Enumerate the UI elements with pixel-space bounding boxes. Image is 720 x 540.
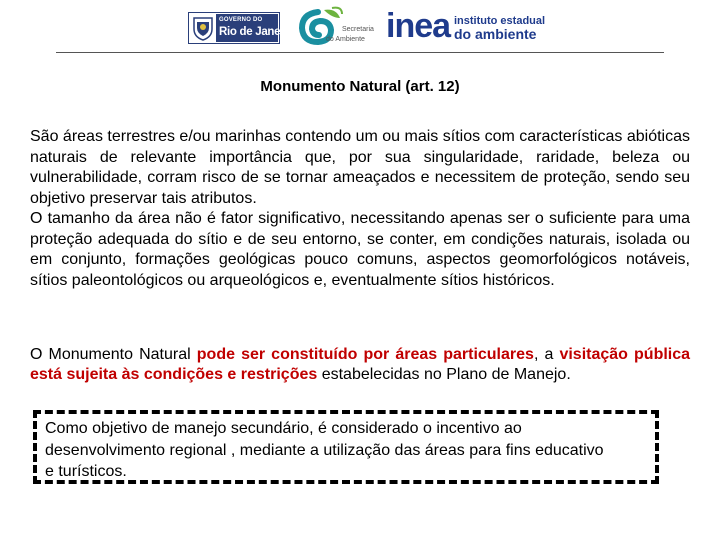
inea-logo-line1: instituto estadual — [454, 15, 546, 27]
header-logos — [0, 0, 720, 50]
secretaria-do-ambiente-logo — [298, 6, 374, 46]
definition-paragraph — [30, 127, 690, 291]
ownership-text-1: O Monumento Natural — [30, 346, 197, 363]
rj-logo-line2: Rio de Janeiro — [219, 26, 295, 38]
inea-logo-word: inea — [386, 7, 451, 45]
secondary-objective-text: Como objetivo de manejo secundário, é considerado o incentivo ao desenvolvimento regional , mediante a utilização das áreas para fins educativo e turísticos. — [45, 420, 604, 480]
definition-text-1: São áreas terrestres e/ou marinhas contendo um ou mais sítios com características abióticas naturais de relevante importância que, por sua singularidade, raridade, beleza ou vulnerabilidade, corram risco de se tornar ameaçados e necessitem de proteção, sendo seu objetivo preservar tais atributos. — [30, 128, 690, 207]
ownership-paragraph — [30, 345, 690, 385]
inea-logo — [386, 7, 546, 46]
highlight-private-areas: pode ser constituído por áreas particulares — [196, 346, 534, 363]
sea-logo-line2: do Ambiente — [326, 36, 365, 43]
secondary-objective-box — [33, 410, 659, 484]
definition-text-2: O tamanho da área não é fator significativo, necessitando apenas ser o suficiente para uma proteção adequada do sítio e de seu entorno, se conter, em condições naturais, isolada ou em conjunto, formações geológicas pouco comuns, aspectos geomorfológicos notáveis, sítios paleontológicos ou arqueológicos e, eventualmente sítios históricos. — [30, 210, 690, 289]
highlight-public-visitation: visitação pública está sujeita às condições e restrições — [30, 346, 691, 383]
inea-logo-line2: do ambiente — [454, 26, 537, 42]
governo-rio-de-janeiro-logo — [188, 12, 295, 44]
sea-logo-line1: Secretaria — [342, 26, 374, 33]
ownership-text-3: estabelecidas no Plano de Manejo. — [317, 366, 571, 383]
ownership-text-2: , a — [533, 346, 560, 363]
header-divider — [56, 52, 664, 53]
page-title: Monumento Natural (art. 12) — [260, 78, 460, 95]
state-seal-icon — [191, 15, 215, 41]
rj-logo-line1: GOVERNO DO — [219, 17, 263, 23]
